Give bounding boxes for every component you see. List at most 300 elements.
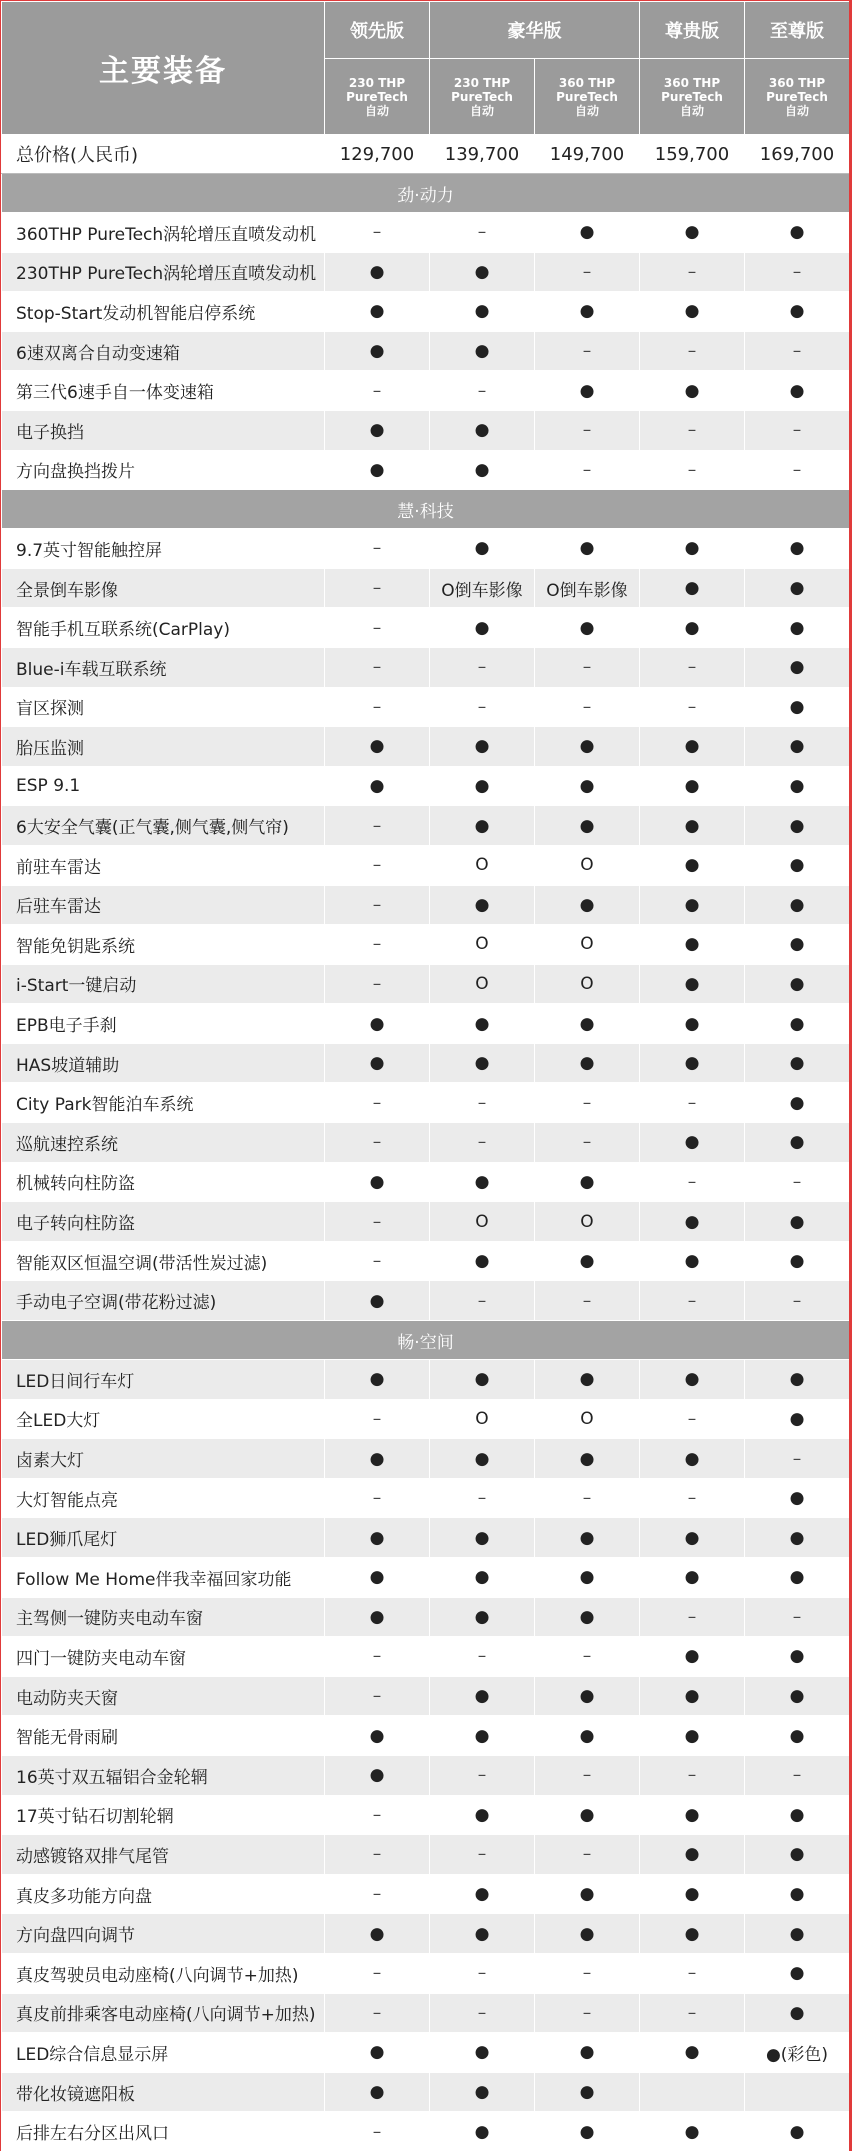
feature-value: ● [430,1004,535,1044]
table-row [2,1993,850,2033]
feature-name: 方向盘四向调节 [2,1914,325,1954]
feature-name: 6大安全气囊(正气囊,侧气囊,侧气帘) [2,806,325,846]
variant-line3: 自动 [784,103,809,118]
feature-value: ● [745,1835,850,1875]
feature-value: ● [640,1835,745,1875]
table-row [2,687,850,727]
table-row [2,410,850,450]
feature-value: ● [325,252,430,292]
feature-name: 真皮驾驶员电动座椅(八向调节+加热) [2,1953,325,1993]
table-row [2,1083,850,1123]
feature-name: City Park智能泊车系统 [2,1083,325,1123]
feature-value: – [430,687,535,727]
feature-value: ● [325,331,430,371]
feature-name: 卤素大灯 [2,1439,325,1479]
feature-name: 第三代6速手自一体变速箱 [2,371,325,411]
variant-line3: 自动 [574,103,599,118]
feature-value: ● [535,1716,640,1756]
feature-value: O [430,1399,535,1439]
feature-value: – [325,925,430,965]
feature-value: – [325,1676,430,1716]
table-row [2,1360,850,1400]
table-row [2,2072,850,2112]
feature-value: – [325,885,430,925]
feature-value: ● [325,727,430,767]
table-row [2,1874,850,1914]
feature-value: ● [535,1914,640,1954]
feature-name: 主驾侧一键防夹电动车窗 [2,1597,325,1637]
feature-value [745,2072,850,2112]
price-value: 139,700 [430,135,535,174]
feature-value: ● [640,1439,745,1479]
feature-value: ● [430,252,535,292]
feature-value: ● [745,1558,850,1598]
price-value: 169,700 [745,135,850,174]
feature-value: ● [430,1676,535,1716]
feature-name: 方向盘换挡拨片 [2,450,325,490]
feature-value: – [535,1123,640,1163]
feature-value: – [535,687,640,727]
feature-value: ● [745,1478,850,1518]
feature-value: ● [430,1439,535,1479]
feature-value: ● [640,2033,745,2073]
feature-value: – [430,1993,535,2033]
section-title: 劲·动力 [2,174,850,213]
feature-value [640,2072,745,2112]
table-row [2,1637,850,1677]
feature-value: – [325,529,430,569]
feature-value: – [325,1953,430,1993]
feature-value: ● [325,1597,430,1637]
variant-line2: PureTech [451,89,513,104]
feature-value: ● [430,410,535,450]
feature-value: ● [745,1993,850,2033]
feature-value: – [640,1083,745,1123]
variant-header [535,59,640,135]
feature-value: ● [640,1518,745,1558]
feature-value: O [535,1202,640,1242]
feature-value: ● [535,1676,640,1716]
table-row [2,608,850,648]
feature-value: – [640,331,745,371]
feature-value: – [430,1083,535,1123]
table-row [2,1241,850,1281]
feature-value: – [640,1162,745,1202]
feature-value: – [325,213,430,253]
feature-value: ● [430,727,535,767]
feature-name: 360THP PureTech涡轮增压直喷发动机 [2,213,325,253]
table-row [2,331,850,371]
feature-value: ● [535,1004,640,1044]
table-row [2,1716,850,1756]
table-row [2,1953,850,1993]
feature-value: ● [745,1043,850,1083]
feature-value: O [535,964,640,1004]
feature-name: 电子换挡 [2,410,325,450]
feature-value: – [430,371,535,411]
feature-value: ● [430,1874,535,1914]
group-header-supreme: 至尊版 [745,2,850,59]
feature-value: – [325,1637,430,1677]
feature-value: – [325,1241,430,1281]
feature-value: ● [640,292,745,332]
feature-value: ● [325,2072,430,2112]
feature-value: ● [640,766,745,806]
feature-value: – [325,806,430,846]
section-title: 慧·科技 [2,490,850,529]
feature-name: 17英寸钻石切割轮辋 [2,1795,325,1835]
table-row [2,1755,850,1795]
feature-value: ● [745,1241,850,1281]
feature-value: ● [430,806,535,846]
section-title: 畅·空间 [2,1321,850,1360]
table-row [2,964,850,1004]
feature-value: – [325,2112,430,2152]
feature-value: ● [325,292,430,332]
feature-value: ● [430,1716,535,1756]
variant-header [640,59,745,135]
table-row [2,292,850,332]
variant-line2: PureTech [556,89,618,104]
feature-value: ● [535,292,640,332]
feature-name: Follow Me Home伴我幸福回家功能 [2,1558,325,1598]
feature-name: 智能双区恒温空调(带活性炭过滤) [2,1241,325,1281]
price-value: 129,700 [325,135,430,174]
feature-value: – [430,1835,535,1875]
feature-value: ● [745,1914,850,1954]
feature-value: ● [430,766,535,806]
feature-value: ● [535,1162,640,1202]
feature-name: i-Start一键启动 [2,964,325,1004]
feature-value: ● [745,608,850,648]
feature-value: ● [430,1795,535,1835]
feature-value: ● [325,1558,430,1598]
feature-value: ● [430,608,535,648]
feature-value: – [535,252,640,292]
variant-line3: 自动 [364,103,389,118]
feature-value: – [325,1083,430,1123]
feature-value: – [745,252,850,292]
feature-value: ● [325,1043,430,1083]
table-row [2,1281,850,1321]
feature-value: ● [745,885,850,925]
feature-value: ● [535,766,640,806]
table-row [2,1795,850,1835]
feature-value: – [745,450,850,490]
feature-value: – [535,1281,640,1321]
feature-value: ● [745,1518,850,1558]
feature-value: ● [325,1281,430,1321]
feature-value: – [325,1874,430,1914]
feature-value: ● [745,1004,850,1044]
feature-value: ● [325,2033,430,2073]
feature-value: – [325,1478,430,1518]
feature-value: O倒车影像 [535,568,640,608]
feature-value: – [745,1755,850,1795]
price-row [2,135,850,174]
feature-name: LED综合信息显示屏 [2,2033,325,2073]
feature-value: – [535,1083,640,1123]
feature-value: ● [745,2112,850,2152]
feature-value: – [430,1953,535,1993]
variant-line1: 360 THP [558,75,616,90]
feature-value: O [430,964,535,1004]
feature-value: ● [325,1518,430,1558]
table-row [2,568,850,608]
feature-value: ● [745,371,850,411]
feature-value: O [430,1202,535,1242]
feature-value: ● [325,410,430,450]
variant-line3: 自动 [469,103,494,118]
feature-value: – [430,1281,535,1321]
feature-value: ● [640,1241,745,1281]
section-header [2,1321,850,1360]
table-row [2,1162,850,1202]
price-value: 149,700 [535,135,640,174]
feature-name: 16英寸双五辐铝合金轮辋 [2,1755,325,1795]
feature-value: – [535,1478,640,1518]
feature-name: Blue-i车载互联系统 [2,647,325,687]
feature-value: O [535,845,640,885]
feature-name: 智能无骨雨刷 [2,1716,325,1756]
feature-value: – [535,410,640,450]
feature-name: 全LED大灯 [2,1399,325,1439]
feature-value: ● [745,806,850,846]
feature-value: ● [535,1874,640,1914]
table-row [2,1558,850,1598]
feature-value: ● [430,1043,535,1083]
feature-value: ● [640,1795,745,1835]
feature-name: LED狮爪尾灯 [2,1518,325,1558]
feature-value: ● [640,1914,745,1954]
feature-value: O [535,925,640,965]
feature-value: ● [430,1914,535,1954]
table-row [2,2112,850,2152]
feature-value: – [325,1795,430,1835]
feature-value: – [745,331,850,371]
feature-value: – [325,1835,430,1875]
feature-value: ● [640,2112,745,2152]
feature-value: ● [430,529,535,569]
feature-value: ● [535,529,640,569]
feature-value: ● [325,1914,430,1954]
feature-value: ● [745,1874,850,1914]
variant-line1: 230 THP [453,75,511,90]
feature-name: 胎压监测 [2,727,325,767]
table-row [2,1914,850,1954]
feature-value: – [640,1597,745,1637]
price-value: 159,700 [640,135,745,174]
feature-value: ● [745,529,850,569]
feature-value: ● [640,1004,745,1044]
variant-line3: 自动 [679,103,704,118]
table-row [2,925,850,965]
feature-name: 9.7英寸智能触控屏 [2,529,325,569]
feature-name: 230THP PureTech涡轮增压直喷发动机 [2,252,325,292]
feature-value: ● [745,1123,850,1163]
variant-header [745,59,850,135]
feature-value: ● [745,213,850,253]
feature-value: ● [745,845,850,885]
feature-value: ● [745,766,850,806]
feature-value: ● [640,1874,745,1914]
feature-name: 四门一键防夹电动车窗 [2,1637,325,1677]
table-row [2,2033,850,2073]
feature-value: ● [745,1795,850,1835]
feature-value: ● [640,1043,745,1083]
feature-value: ● [430,885,535,925]
feature-value: – [640,1281,745,1321]
feature-value: ● [535,1241,640,1281]
variant-line2: PureTech [766,89,828,104]
feature-value: – [535,1993,640,2033]
feature-value: – [535,331,640,371]
variant-header [325,59,430,135]
feature-value: ● [640,964,745,1004]
table-row [2,727,850,767]
feature-value: ● [745,1399,850,1439]
feature-name: 电动防夹天窗 [2,1676,325,1716]
feature-value: ● [430,450,535,490]
feature-value: – [430,647,535,687]
feature-value: ● [745,1083,850,1123]
feature-value: ● [535,1597,640,1637]
feature-name: 盲区探测 [2,687,325,727]
feature-value: ● [640,1716,745,1756]
feature-value: ● [325,1439,430,1479]
feature-value: ● [640,1637,745,1677]
table-row [2,1004,850,1044]
feature-name: Stop-Start发动机智能启停系统 [2,292,325,332]
feature-value: ● [745,292,850,332]
variant-header [430,59,535,135]
feature-value: ● [640,213,745,253]
feature-value: ● [535,1360,640,1400]
feature-value: ● [745,687,850,727]
feature-name: ESP 9.1 [2,766,325,806]
feature-value: ● [640,1360,745,1400]
feature-value: ● [430,1360,535,1400]
feature-value: ●(彩色) [745,2033,850,2073]
table-row [2,1597,850,1637]
feature-value: – [325,964,430,1004]
feature-name: 带化妆镜遮阳板 [2,2072,325,2112]
feature-value: – [325,608,430,648]
feature-value: O [535,1399,640,1439]
feature-value: ● [745,647,850,687]
table-row [2,1043,850,1083]
feature-value: ● [640,1123,745,1163]
feature-value: ● [640,568,745,608]
feature-name: 智能免钥匙系统 [2,925,325,965]
feature-value: O倒车影像 [430,568,535,608]
feature-value: – [325,1993,430,2033]
feature-value: – [325,568,430,608]
feature-value: ● [430,1597,535,1637]
feature-value: – [535,1953,640,1993]
feature-value: ● [535,608,640,648]
feature-value: ● [640,727,745,767]
feature-value: ● [535,2072,640,2112]
variant-line2: PureTech [346,89,408,104]
table-title: 主要装备 [2,2,325,135]
feature-value: – [535,450,640,490]
feature-value: – [745,1597,850,1637]
feature-value: ● [640,371,745,411]
feature-value: ● [745,1202,850,1242]
feature-name: 真皮前排乘客电动座椅(八向调节+加热) [2,1993,325,2033]
feature-value: ● [640,608,745,648]
table-row [2,252,850,292]
table-row [2,1202,850,1242]
feature-value: ● [640,925,745,965]
feature-value: – [640,1953,745,1993]
feature-name: 手动电子空调(带花粉过滤) [2,1281,325,1321]
feature-name: 电子转向柱防盗 [2,1202,325,1242]
feature-value: – [640,1755,745,1795]
feature-value: – [640,1399,745,1439]
feature-name: 全景倒车影像 [2,568,325,608]
feature-value: – [325,371,430,411]
feature-value: ● [535,2033,640,2073]
table-row [2,1123,850,1163]
feature-value: ● [640,1676,745,1716]
feature-value: ● [325,1716,430,1756]
feature-name: 6速双离合自动变速箱 [2,331,325,371]
feature-value: ● [535,885,640,925]
feature-value: ● [325,1004,430,1044]
feature-value: ● [535,806,640,846]
table-row [2,371,850,411]
feature-value: ● [430,2033,535,2073]
feature-value: ● [430,292,535,332]
feature-value: ● [430,1518,535,1558]
feature-value: – [430,1478,535,1518]
feature-value: ● [745,925,850,965]
group-header-prestige: 尊贵版 [640,2,745,59]
feature-value: ● [430,1241,535,1281]
feature-name: 前驻车雷达 [2,845,325,885]
variant-line1: 230 THP [348,75,406,90]
feature-value: ● [535,1043,640,1083]
feature-name: 大灯智能点亮 [2,1478,325,1518]
feature-value: – [535,647,640,687]
table-row [2,213,850,253]
feature-value: ● [745,1360,850,1400]
table-row [2,1399,850,1439]
price-label: 总价格(人民币) [2,135,325,174]
variant-line1: 360 THP [768,75,826,90]
feature-value: – [430,1755,535,1795]
table-row [2,1439,850,1479]
feature-value: ● [535,1795,640,1835]
section-header [2,174,850,213]
feature-value: – [640,1993,745,2033]
feature-value: ● [640,1202,745,1242]
table-row [2,1518,850,1558]
feature-value: ● [325,450,430,490]
feature-value: ● [325,1162,430,1202]
feature-value: ● [535,1439,640,1479]
feature-value: ● [745,1716,850,1756]
feature-value: ● [640,529,745,569]
variant-line1: 360 THP [663,75,721,90]
feature-value: – [535,1835,640,1875]
feature-value: – [640,252,745,292]
feature-value: O [430,925,535,965]
feature-name: 机械转向柱防盗 [2,1162,325,1202]
feature-value: ● [430,1558,535,1598]
